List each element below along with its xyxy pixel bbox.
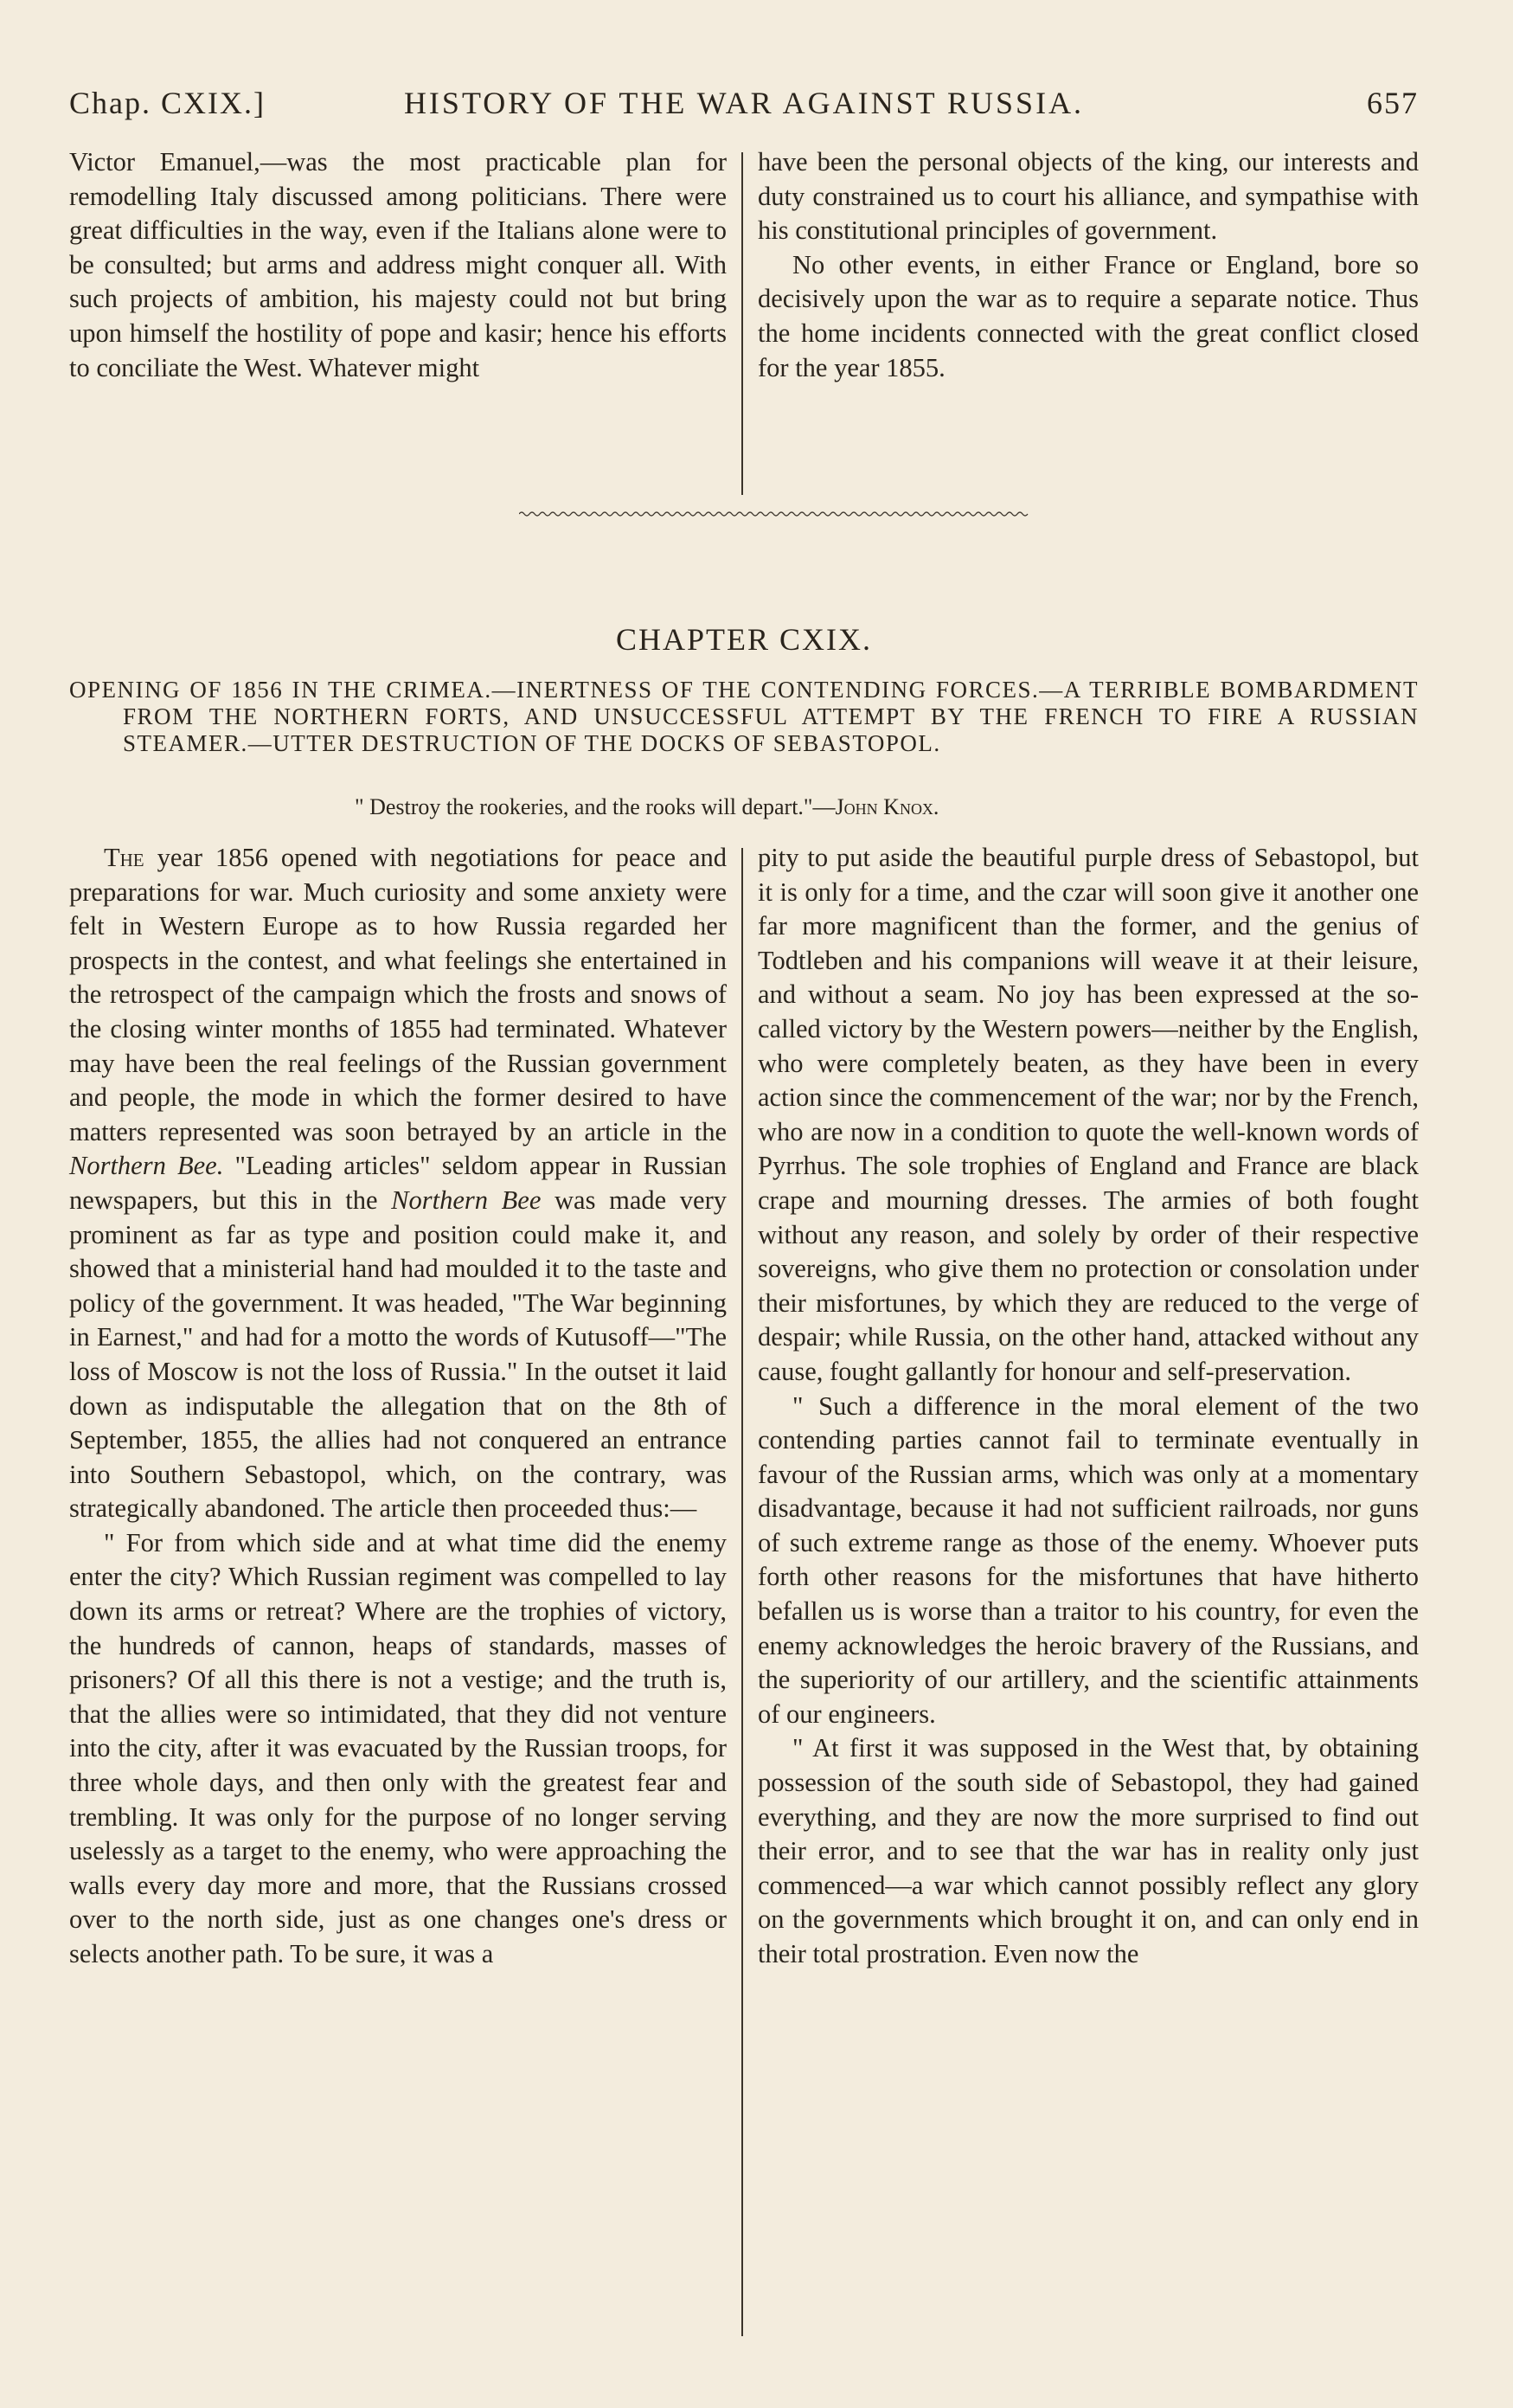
paragraph: " At first it was supposed in the West that, by obtaining possession of the south side of Sebastopol, they had gained everything, and they are now the more surprised to find out their error, and to see that the war has in reality only just commenced—a war which cannot possibly reflect any glory on the governments which brought it on, and can only end in their total prostration. Even now the (758, 1733, 1419, 1968)
text-run: year 1856 opened with negotiations for peace and preparations for war. Much curiosity and some anxiety were felt in Western Europe as to how Russia regarded her prospects in the contest, and what feelings she entertained in the retrospect of the campaign which the frosts and snows of the closing winter months of 1855 had terminated. Whatever may have been the real feelings of the Russian government and people, the mode in which the former desired to have matters represented was soon betrayed by an article in the (69, 843, 727, 1146)
book-page (69, 61, 1419, 2371)
paragraph: " For from which side and at what time did the enemy enter the city? Which Russian regiment was compelled to lay down its arms or retreat? Where are the trophies of victory, the hundreds of cannon, heaps of standards, masses of prisoners? Of all this there is not a vestige; and the truth is, that the allies were so intimidated, that they did not venture into the city, after it was evacuated by the Russian troops, for three whole days, and then only with the greatest fear and trembling. It was only for the purpose of no longer serving uselessly as a target to the enemy, who were approaching the walls every day more and more, that the Russians crossed over to the north side, just as one changes one's dress or selects another path. To be sure, it was a (69, 1527, 727, 1968)
bottom-right-column (758, 841, 1419, 1972)
chapter-reference: Chap. CXIX.] (69, 86, 266, 120)
chapter-summary (69, 677, 1419, 757)
running-title: HISTORY OF THE WAR AGAINST RUSSIA. (403, 86, 1085, 120)
ornamental-rule (519, 510, 1029, 517)
top-left-column (69, 145, 727, 385)
column-divider-top (741, 152, 743, 495)
epigraph-quote: " Destroy the rookeries, and the rooks will depart."— (355, 794, 836, 819)
epigraph-author: John Knox. (835, 794, 939, 819)
epigraph (355, 794, 1220, 820)
text-run: was made very prominent as far as type and position could make it, and showed that a ministerial hand had moulded it to the taste and policy of the government. It was headed, "The War beginning in Earnest," and had for a motto the words of Kutusoff—"The loss of Moscow is not the loss of Russia." In the outset it laid down as indisputable the allegation that on the 8th of September, 1855, the allies had not conquered an entrance into Southern Sebastopol, which, on the contrary, was strategically abandoned. The article then proceeded thus:— (69, 1185, 727, 1524)
bottom-left-column (69, 841, 727, 1972)
paragraph: pity to put aside the beautiful purple dress of Sebastopol, but it is only for a time, and the czar will soon give it another one far more magnificent than the former, and the genius of Todtleben and his companions will weave it at their leisure, and without a seam. No joy has been expressed at the so-called victory by the Western powers—neither by the English, who were completely beaten, as they have been in every action since the commencement of the war; nor by the French, who are now in a condition to quote the well-known words of Pyrrhus. The sole trophies of England and France are black crape and mourning dresses. The armies of both fought without any reason, and solely by order of their respective sovereigns, who give them no protection or consolation under their misfortunes, by which they are reduced to the verge of despair; while Russia, on the other hand, attacked without any cause, fought gallantly for honour and self-preservation. (758, 843, 1419, 1386)
page-number: 657 (1367, 86, 1419, 120)
top-right-column (758, 145, 1419, 385)
opening-word: The (104, 843, 144, 872)
paragraph: Victor Emanuel,—was the most practicable plan for remodelling Italy discussed among politicians. There were great difficulties in the way, even if the Italians alone were to be consulted; but arms and address might conquer all. With such projects of ambition, his majesty could not but bring upon himself the hostility of pope and kasir; hence his efforts to conciliate the West. Whatever might (69, 147, 727, 382)
chapter-title: CHAPTER CXIX. (615, 622, 873, 657)
paragraph: " Such a difference in the moral element of the two contending parties cannot fail to terminate eventually in favour of the Russian arms, which was only at a momentary disadvantage, because it had not sufficient railroads, nor guns of such extreme range as those of the enemy. Whoever puts forth other reasons for the misfortunes that have hitherto befallen us is worse than a traitor to his country, for even the enemy acknowledges the heroic bravery of the Russians, and the superiority of our artillery, and the scientific attainments of our engineers. (758, 1390, 1419, 1729)
chapter-summary-text: OPENING OF 1856 IN THE CRIMEA.—INERTNESS OF THE CONTENDING FORCES.—A TERRIBLE BOMBARDMENT FROM THE NORTHERN FORTS, AND UNSUCCESSFUL ATTEMPT BY THE FRENCH TO FIRE A RUSSIAN STEAMER.—UTTER DESTRUCTION OF THE DOCKS OF SEBASTOPOL. (69, 677, 1419, 756)
paragraph: No other events, in either France or England, bore so decisively upon the war as to require a separate notice. Thus the home incidents connected with the great conflict closed for the year 1855. (758, 249, 1419, 382)
running-header (69, 85, 1419, 137)
text-run: "Leading articles" seldom appear in Russian newspapers, but this in the (69, 1151, 727, 1215)
paragraph: have been the personal objects of the king, our interests and duty constrained us to court his alliance, and sympathise with his constitutional principles of government. (758, 147, 1419, 246)
publication-title: Northern Bee. (69, 1151, 224, 1181)
paragraph (69, 841, 727, 1526)
column-divider-bottom (741, 848, 743, 2336)
publication-title: Northern Bee (391, 1185, 542, 1215)
